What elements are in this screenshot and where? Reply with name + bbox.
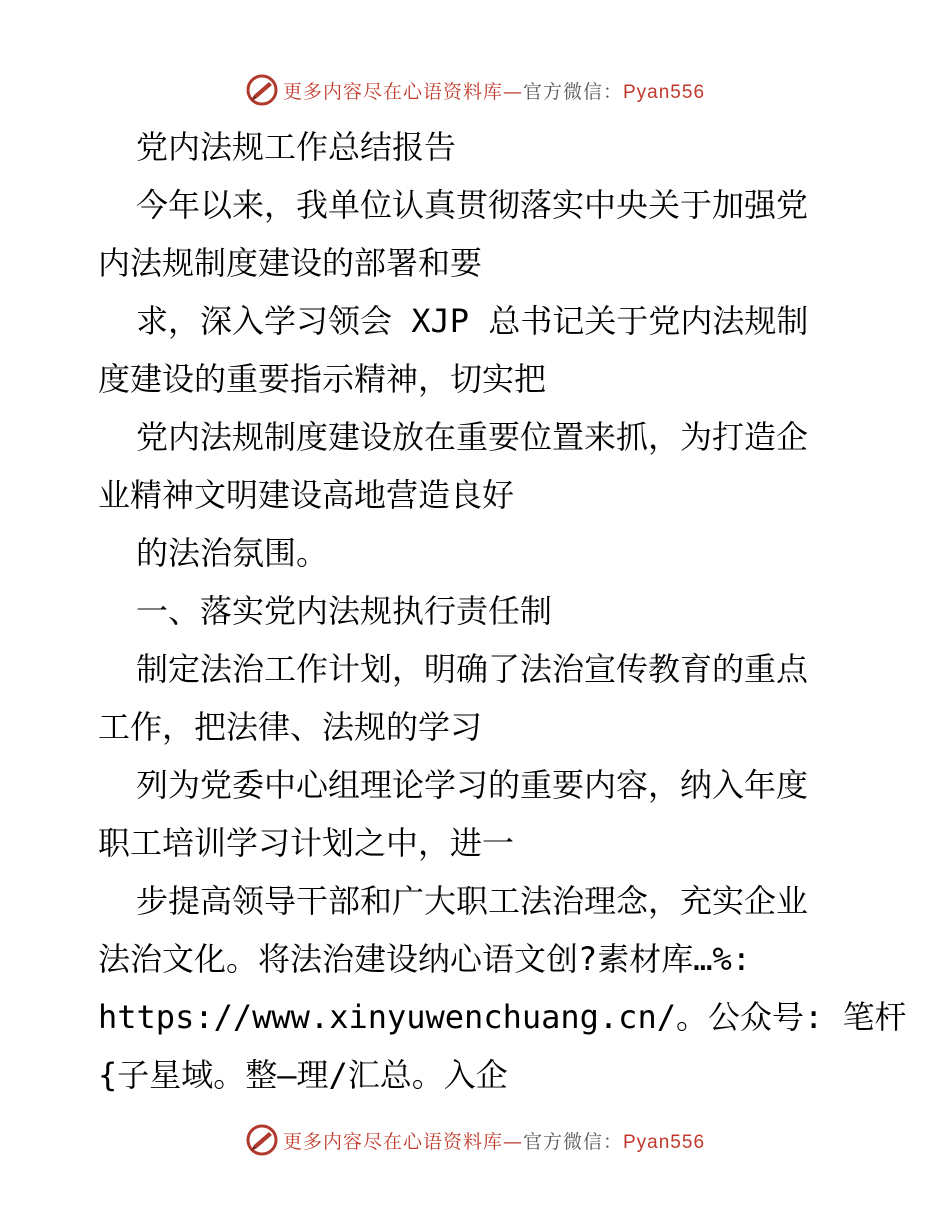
paragraph-line: https://www.xinyuwenchuang.cn/。公众号: 笔杆 [98, 998, 907, 1036]
brand-logo-icon [245, 73, 279, 107]
watermark-id: Pyan556 [623, 81, 706, 103]
paragraph-line: 内法规制度建设的部署和要 [98, 244, 483, 282]
watermark-dash: — [502, 80, 523, 103]
paragraph-line: 党内法规制度建设放在重要位置来抓，为打造企 [136, 418, 809, 456]
watermark-label: 官方微信： [522, 1130, 623, 1153]
paragraph-line: 步提高领导干部和广大职工法治理念，充实企业 [136, 882, 809, 920]
paragraph-line: 制定法治工作计划，明确了法治宣传教育的重点 [136, 650, 809, 688]
watermark-text [283, 77, 705, 104]
paragraph-line: 职工培训学习计划之中，进一 [98, 824, 515, 862]
document-title: 党内法规工作总结报告 [136, 128, 457, 166]
watermark-brand: 更多内容尽在心语资料库 [282, 80, 503, 103]
paragraph-line: 求，深入学习领会 XJP 总书记关于党内法规制 [136, 302, 809, 340]
paragraph-line: 工作，把法律、法规的学习 [98, 708, 483, 746]
paragraph-line: {子星域。整—理/汇总。入企 [98, 1056, 508, 1094]
brand-logo-icon [245, 1123, 279, 1157]
watermark-text [283, 1127, 705, 1154]
paragraph-line: 今年以来，我单位认真贯彻落实中央关于加强党 [136, 186, 809, 224]
section-heading: 一、落实党内法规执行责任制 [136, 592, 553, 630]
watermark-dash: — [502, 1130, 523, 1153]
paragraph-line: 的法治氛围。 [136, 534, 329, 572]
watermark-label: 官方微信： [522, 80, 623, 103]
watermark-id: Pyan556 [623, 1131, 706, 1153]
paragraph-line: 业精神文明建设高地营造良好 [98, 476, 515, 514]
header-watermark [0, 72, 950, 108]
watermark-brand: 更多内容尽在心语资料库 [282, 1130, 503, 1153]
paragraph-line: 列为党委中心组理论学习的重要内容，纳入年度 [136, 766, 809, 804]
footer-watermark [0, 1122, 950, 1158]
document-body [98, 118, 907, 1104]
paragraph-line: 度建设的重要指示精神，切实把 [98, 360, 547, 398]
paragraph-line: 法治文化。将法治建设纳心语文创?素材库…%: [98, 940, 752, 978]
